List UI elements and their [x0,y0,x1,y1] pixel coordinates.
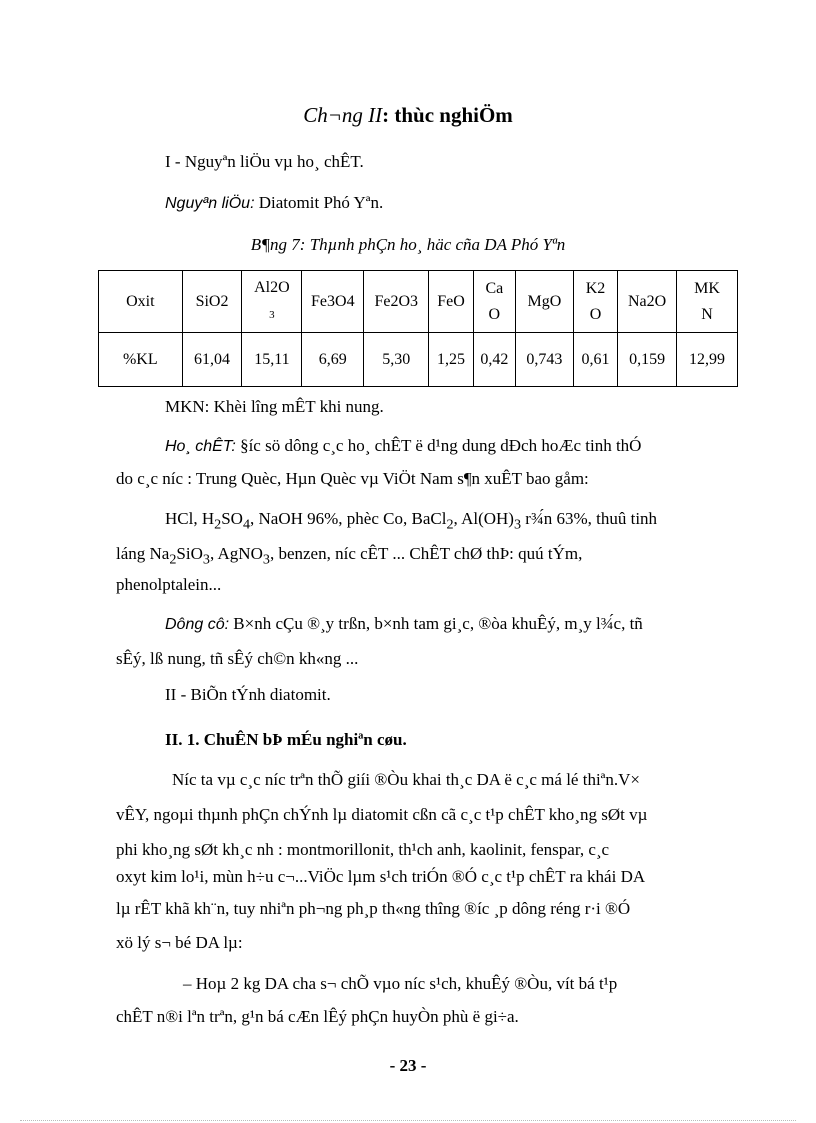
subscript: 3 [262,551,270,568]
header-mkn-top: MK [694,279,720,297]
subscript: 3 [202,551,210,568]
value-cell: 0,61 [573,333,617,387]
subscript: 4 [242,516,251,533]
value-cell: 12,99 [676,333,737,387]
chem-text: HCl, H [165,509,215,528]
materials-label: Nguyªn liÖu: [165,195,255,212]
header-k2o-bottom: O [589,305,602,323]
body-line-3: phi kho¸ng sØt kh¸c nh : montmorillonit, th¹ch anh, kaolinit, fenspar, c¸c [116,840,610,859]
header-k2o [573,271,617,333]
header-cao-top: Ca [485,279,504,297]
step-line-1: – Hoµ 2 kg DA cha s¬ chÕ vµo níc s¹ch, khuÊý ®Òu, vít bá t¹p [183,974,618,993]
materials-text: Diatomit Phó Yªn. [254,193,384,212]
header-oxit: Oxit [99,271,183,333]
chem-text: , NaOH 96%, phèc Co, BaCl [250,509,447,528]
value-cell: 61,04 [182,333,242,387]
section-i-heading: I - Nguyªn liÖu vµ ho¸ chÊT. [165,152,364,171]
header-fe3o4 [302,271,364,333]
chem-text: r¾́n 63%, thuû tinh [521,509,658,528]
header-na2o-text: Na2O [627,292,667,310]
header-cao-bottom: O [488,305,501,323]
header-sio2-text: SiO2 [195,292,229,310]
equipment-label: Dông cô: [165,616,230,633]
chem-text: , Al(OH) [453,509,514,528]
chemicals-line-2: do c¸c níc : Trung Quèc, Hµn Quèc vµ ViÖt Nam s¶n xuÊT bao gåm: [116,469,589,488]
table-caption: B¶ng 7: Thµnh phÇn ho¸ häc cña DA Phó Yªn [250,235,566,254]
materials-line [165,194,383,212]
table-row [99,333,738,387]
header-mkn-bottom: N [701,305,713,323]
header-mgo-text: MgO [527,292,562,310]
page-number: - 23 - [389,1056,427,1075]
header-feo-text: FeO [437,292,465,310]
table-header-row [99,271,738,333]
mkn-note: MKN: Khèi lîng mÊT khi nung. [165,397,384,416]
header-mkn [676,271,737,333]
chapter-title: : thùc nghiÖm [382,103,513,127]
chem-list-line-2 [116,545,582,568]
value-cell: 15,11 [242,333,302,387]
values-label: %KL [99,333,183,387]
equipment-text: B×nh cÇu ®¸y trßn, b×nh tam gi¸c, ®òa khuÊý, m¸y l¾́c, tñ [229,614,643,633]
body-line-5: lµ rÊT khã kh¨n, tuy nhiªn ph¬ng ph¸p th«ng thîng ®íc ¸p dông réng r·i ®Ó [116,899,631,918]
header-fe2o3-text: Fe2O3 [374,292,419,310]
chem-text: láng Na [116,544,170,563]
body-line-1: Níc ta vµ c¸c níc trªn thÕ giíi ®Òu khai th¸c DA ë c¸c má lé thiªn.V× [172,770,640,789]
chem-text: SiO [176,544,203,563]
chem-text: , AgNO [209,544,263,563]
chemicals-label: Ho¸ chÊT: [165,438,236,455]
header-fe2o3 [364,271,429,333]
body-line-6: xö lý s¬ bé DA lµ: [116,933,243,952]
composition-table [98,270,738,387]
chem-list-line-1 [165,510,657,533]
chemicals-line-1 [165,437,641,455]
page-bottom-divider [20,1120,796,1121]
chem-text: , benzen, níc cÊT ... ChÊT chØ thÞ: quú tÝm, [269,544,583,563]
header-al2o3 [242,271,302,333]
header-na2o [618,271,677,333]
step-line-2: chÊT n®i lªn trªn, g¹n bá cÆn lÊý phÇn huyÒn phù ë gi÷a. [116,1007,519,1026]
chem-text: SO [221,509,243,528]
header-sio2 [182,271,242,333]
header-al2o3-top: Al2O [254,279,290,296]
body-line-2: vÊY, ngoµi thµnh phÇn chÝnh lµ diatomit cßn cã c¸c t¹p chÊT kho¸ng sØt vµ [116,805,648,824]
chem-list-line-3: phenolptalein... [116,575,222,594]
chapter-heading [0,103,816,128]
subscript: 2 [446,516,454,533]
subscript: 3 [513,516,522,533]
equipment-line-1 [165,615,643,633]
chemicals-text: §íc sö dông c¸c ho¸ chÊT ë d¹ng dung dÐch hoÆc tinh thÓ [235,436,642,455]
value-cell: 6,69 [302,333,364,387]
value-cell: 0,42 [473,333,515,387]
subsection-ii1-heading: II. 1. ChuÊN bÞ mÉu nghiªn cøu. [165,730,407,749]
section-ii-heading: II - BiÕn tÝnh diatomit. [165,685,331,704]
chapter-label: Ch¬ng II [303,103,383,127]
header-mgo [515,271,573,333]
subscript: 2 [214,516,222,533]
header-al2o3-bottom: 3 [269,309,275,321]
header-feo [429,271,473,333]
header-k2o-top: K2 [585,279,606,297]
equipment-line-2: sÊý, lß nung, tñ sÊý ch©n kh«ng ... [116,649,359,668]
body-line-4: oxyt kim lo¹i, mùn h÷u c¬...ViÖc lµm s¹ch triÓn ®Ó c¸c t¹p chÊT ra khái DA [116,867,646,886]
value-cell: 0,159 [618,333,677,387]
header-cao [473,271,515,333]
subscript: 2 [169,551,177,568]
value-cell: 5,30 [364,333,429,387]
value-cell: 1,25 [429,333,473,387]
header-fe3o4-text: Fe3O4 [311,292,355,310]
value-cell: 0,743 [515,333,573,387]
